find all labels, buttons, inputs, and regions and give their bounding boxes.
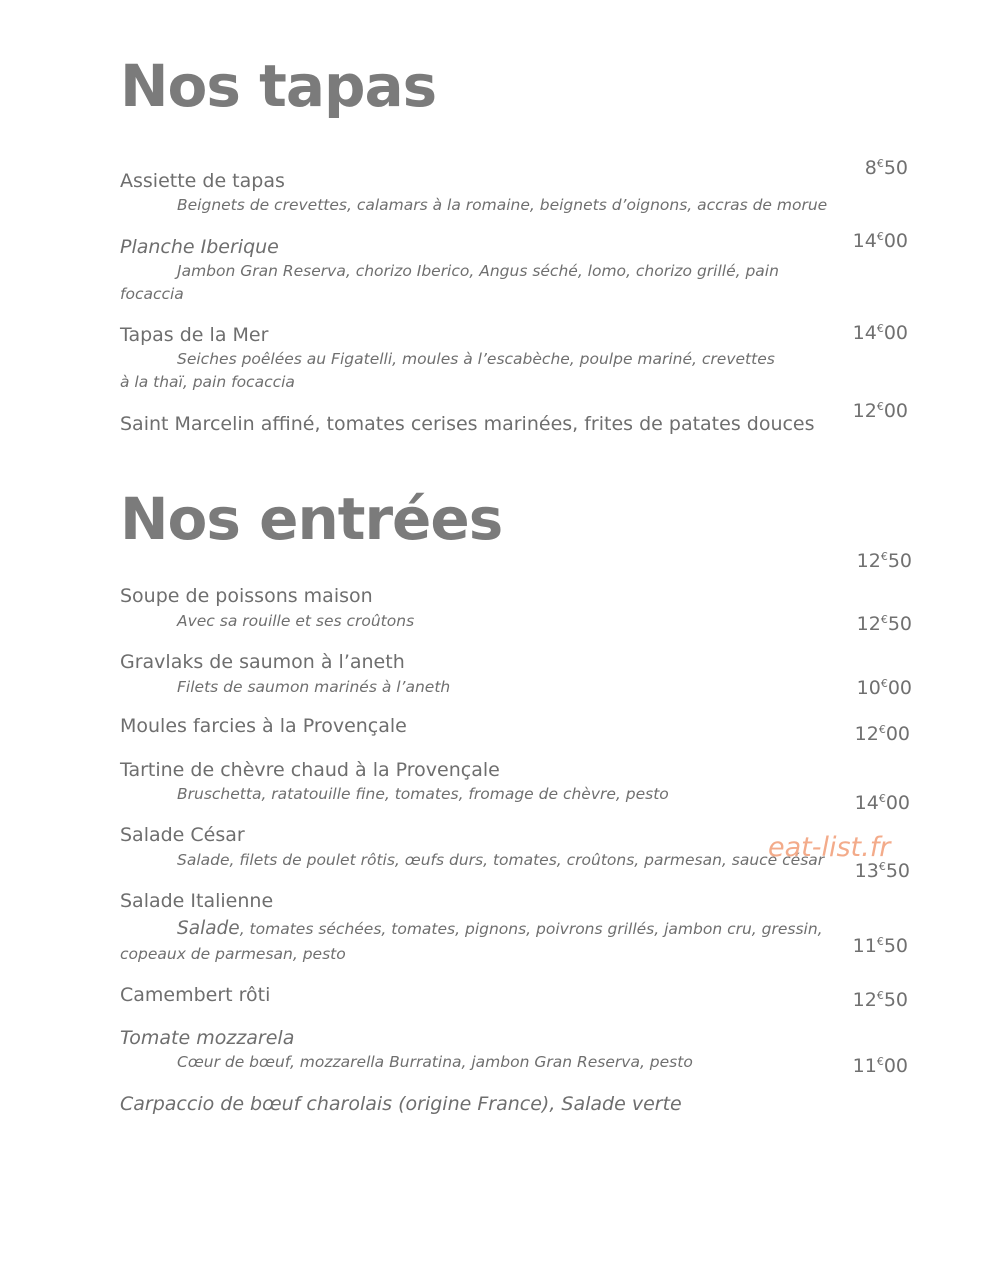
entree-item-desc: Cœur de bœuf, mozzarella Burratina, jambon Gran Reserva, pesto	[177, 1053, 693, 1071]
entree-price: 14€00	[854, 792, 910, 814]
entree-item-name: Salade Italienne	[120, 890, 274, 912]
entree-item-name: Gravlaks de saumon à l’aneth	[120, 651, 405, 673]
entree-item-desc: Salade, filets de poulet rôtis, œufs durs, tomates, croûtons, parmesan, sauce césar	[177, 851, 825, 869]
tapas-item-desc: Beignets de crevettes, calamars à la romaine, beignets d’oignons, accras de morue	[177, 196, 828, 214]
entree-item-desc-cont: copeaux de parmesan, pesto	[120, 945, 346, 963]
tapas-item-desc-cont: à la thaï, pain focaccia	[120, 373, 295, 391]
tapas-item-name: Tapas de la Mer	[120, 324, 269, 346]
entrees-heading: Nos entrées	[120, 485, 503, 553]
entree-price: 10€00	[856, 677, 912, 699]
tapas-heading: Nos tapas	[120, 52, 437, 120]
entree-item-desc: Filets de saumon marinés à l’aneth	[177, 678, 451, 696]
entree-price: 12€50	[856, 550, 912, 572]
entree-price: 12€50	[856, 613, 912, 635]
entree-item-name: Carpaccio de bœuf charolais (origine France), Salade verte	[120, 1093, 682, 1115]
entree-item-desc-lead: Salade	[177, 918, 240, 939]
entree-item-name: Soupe de poissons maison	[120, 585, 373, 607]
entree-price: 11€00	[852, 1055, 908, 1077]
tapas-item-desc: Seiches poêlées au Figatelli, moules à l’escabèche, poulpe mariné, crevettes	[177, 350, 775, 368]
entree-price: 11€50	[852, 935, 908, 957]
tapas-item-desc: Jambon Gran Reserva, chorizo Iberico, Angus séché, lomo, chorizo grillé, pain	[177, 262, 779, 280]
entree-price: 13€50	[854, 860, 910, 882]
watermark-text: eat-list.fr	[768, 832, 891, 863]
entree-price: 12€50	[852, 989, 908, 1011]
tapas-item-name: Saint Marcelin affiné, tomates cerises marinées, frites de patates douces	[120, 413, 815, 435]
tapas-item-name: Assiette de tapas	[120, 170, 285, 192]
entree-item-name: Moules farcies à la Provençale	[120, 715, 407, 737]
entree-item-desc	[177, 918, 823, 939]
entree-item-name: Tartine de chèvre chaud à la Provençale	[120, 759, 500, 781]
entree-item-name: Camembert rôti	[120, 984, 271, 1006]
entree-item-desc-rest: , tomates séchées, tomates, pignons, poivrons grillés, jambon cru, gressin,	[239, 920, 823, 938]
entree-price: 12€00	[854, 723, 910, 745]
tapas-item-price: 8€50	[864, 157, 908, 179]
entree-item-desc: Avec sa rouille et ses croûtons	[177, 612, 415, 630]
entree-item-desc: Bruschetta, ratatouille fine, tomates, fromage de chèvre, pesto	[177, 785, 669, 803]
tapas-item-price: 14€00	[852, 230, 908, 252]
tapas-item-name: Planche Iberique	[120, 236, 279, 258]
tapas-item-price: 12€00	[852, 400, 908, 422]
entree-item-name: Tomate mozzarela	[120, 1027, 295, 1049]
tapas-item-desc-cont: focaccia	[120, 285, 184, 303]
tapas-item-price: 14€00	[852, 322, 908, 344]
entree-item-name: Salade César	[120, 824, 245, 846]
